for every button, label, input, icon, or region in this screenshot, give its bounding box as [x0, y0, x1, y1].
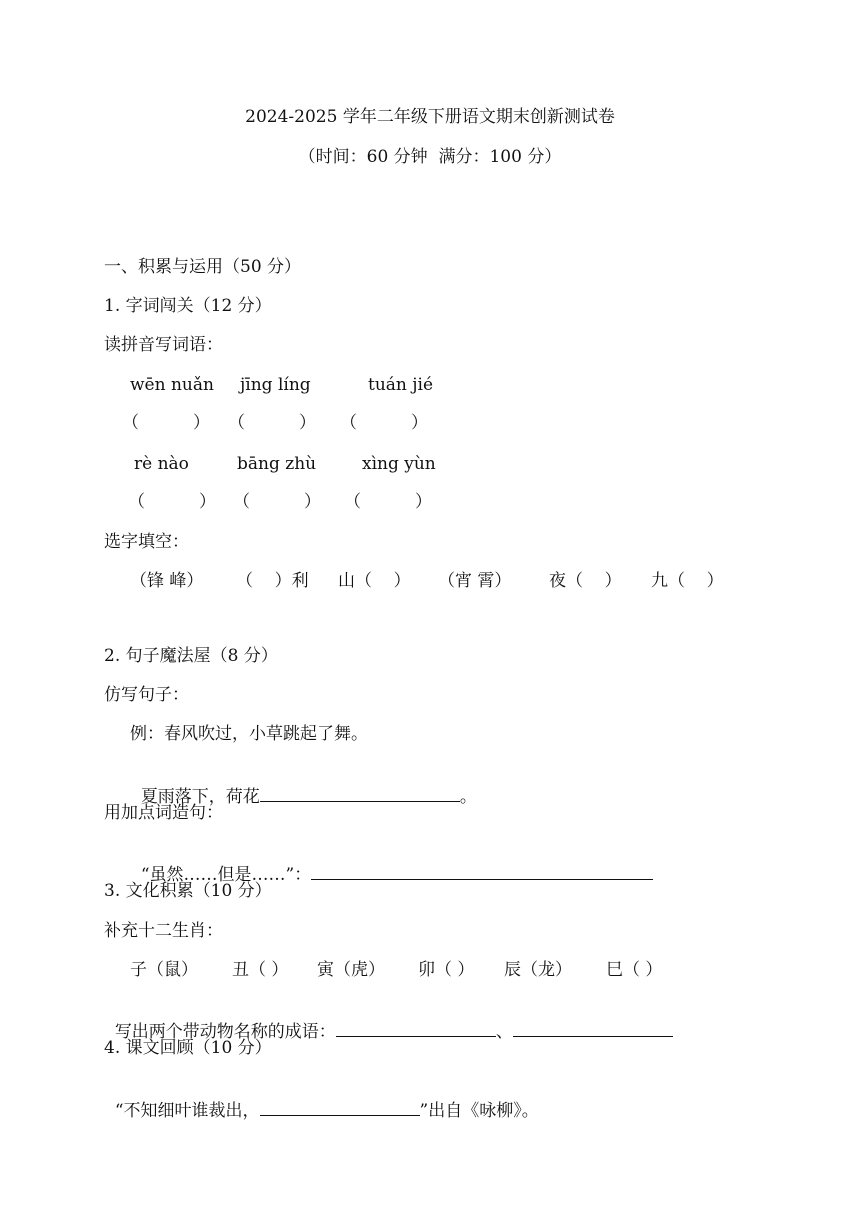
- part1-heading: 一、积累与运用（50 分）: [104, 257, 302, 277]
- zodiac-1: 子（鼠）: [130, 960, 198, 980]
- answer-paren-6[interactable]: （ ）: [344, 492, 433, 512]
- pinyin-3: tuán jié: [368, 375, 434, 395]
- make-sentence-words: “虽然……但是……”：: [140, 865, 312, 885]
- q1-heading: 1. 字词闯关（12 分）: [104, 296, 272, 316]
- pinyin-prompt: 读拼音写词语：: [104, 335, 223, 355]
- idiom-separator: 、: [495, 1022, 513, 1042]
- answer-paren-1[interactable]: （ ）: [122, 413, 211, 433]
- pinyin-1: wēn nuǎn: [130, 375, 214, 395]
- make-sentence-blank[interactable]: [311, 863, 653, 880]
- imitate-period: 。: [459, 787, 477, 807]
- poem-start: “不知细叶谁裁出，: [114, 1101, 260, 1121]
- q2-heading: 2. 句子魔法屋（8 分）: [104, 646, 278, 666]
- exam-info: （时间：60 分钟 满分：100 分）: [298, 147, 562, 167]
- answer-paren-5[interactable]: （ ）: [233, 492, 322, 512]
- zodiac-prompt: 补充十二生肖：: [104, 921, 223, 941]
- idiom-blank-1[interactable]: [336, 1020, 496, 1037]
- zodiac-5: 辰（龙）: [504, 960, 572, 980]
- page-title: 2024-2025 学年二年级下册语文期末创新测试卷: [245, 107, 615, 127]
- pinyin-6: xìng yùn: [362, 454, 436, 474]
- answer-paren-4[interactable]: （ ）: [128, 492, 217, 512]
- zodiac-4[interactable]: 卯（ ）: [418, 960, 475, 980]
- poem-end: ”出自《咏柳》。: [419, 1101, 539, 1121]
- q4-heading: 4. 课文回顾（10 分）: [104, 1038, 272, 1058]
- q3-heading: 3. 文化积累（10 分）: [104, 881, 272, 901]
- idiom-blank-2[interactable]: [513, 1020, 673, 1037]
- choose-item-3[interactable]: 夜（ ）: [549, 571, 622, 591]
- choose-group-2: （宵 霄）: [438, 571, 512, 591]
- choose-item-2[interactable]: 山（ ）: [338, 571, 411, 591]
- poem-row: [104, 1077, 539, 1122]
- answer-paren-3[interactable]: （ ）: [340, 413, 429, 433]
- poem-answer-blank[interactable]: [260, 1099, 420, 1116]
- example-sentence: 例：春风吹过，小草跳起了舞。: [130, 724, 368, 744]
- make-sentence-prompt: 用加点词造句：: [104, 803, 223, 823]
- imitate-prompt: 仿写句子：: [104, 685, 189, 705]
- choose-item-4[interactable]: 九（ ）: [651, 571, 724, 591]
- pinyin-5: bāng zhù: [237, 454, 317, 474]
- imitate-start: 夏雨落下，荷花: [140, 787, 260, 807]
- answer-paren-2[interactable]: （ ）: [228, 413, 317, 433]
- zodiac-6[interactable]: 巳（ ）: [606, 960, 663, 980]
- zodiac-3: 寅（虎）: [317, 960, 385, 980]
- imitate-answer-blank[interactable]: [260, 785, 460, 802]
- choose-prompt: 选字填空：: [104, 532, 189, 552]
- pinyin-4: rè nào: [134, 454, 189, 474]
- choose-item-1[interactable]: （ ）利: [236, 571, 309, 591]
- zodiac-2[interactable]: 丑（ ）: [232, 960, 289, 980]
- idiom-prompt: 写出两个带动物名称的成语：: [114, 1022, 336, 1042]
- pinyin-2: jīng líng: [240, 375, 311, 395]
- choose-group-1: （锋 峰）: [130, 571, 204, 591]
